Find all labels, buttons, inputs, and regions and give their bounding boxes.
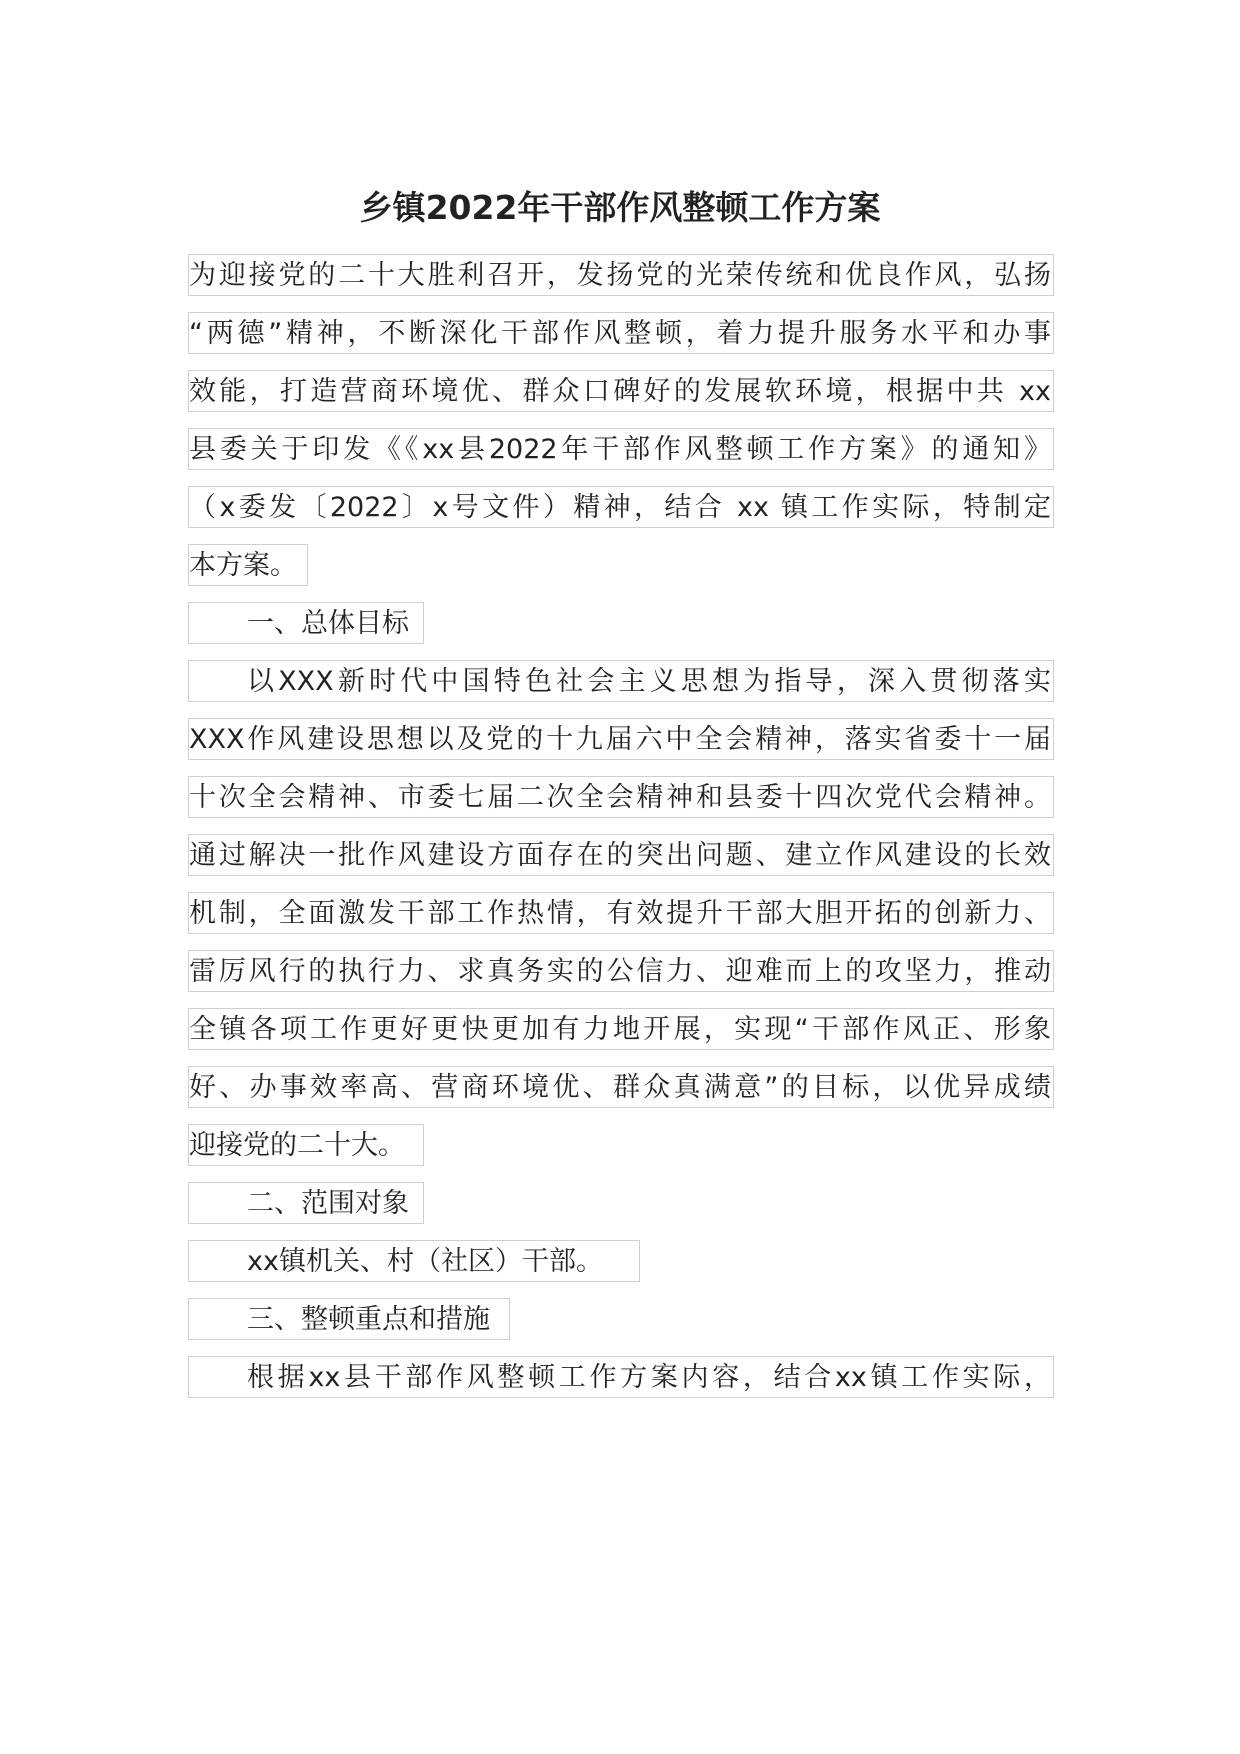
paragraph-line: xx镇机关、村（社区）干部。 <box>188 1240 640 1282</box>
section-heading: 三、整顿重点和措施 <box>188 1298 510 1340</box>
section-heading: 二、范围对象 <box>188 1182 424 1224</box>
paragraph-line: （x委发〔2022〕x号文件）精神，结合 xx 镇工作实际，特制定 <box>188 486 1054 528</box>
paragraph-line: “两德”精神，不断深化干部作风整顿，着力提升服务水平和办事 <box>188 312 1054 354</box>
paragraph-line: 为迎接党的二十大胜利召开，发扬党的光荣传统和优良作风，弘扬 <box>188 254 1054 296</box>
section-heading: 一、总体目标 <box>188 602 424 644</box>
paragraph-line: 通过解决一批作风建设方面存在的突出问题、建立作风建设的长效 <box>188 834 1054 876</box>
paragraph-line: 十次全会精神、市委七届二次全会精神和县委十四次党代会精神。 <box>188 776 1054 818</box>
paragraph-line: 本方案。 <box>188 544 308 586</box>
paragraph-line: 机制，全面激发干部工作热情，有效提升干部大胆开拓的创新力、 <box>188 892 1054 934</box>
paragraph-line: 雷厉风行的执行力、求真务实的公信力、迎难而上的攻坚力，推动 <box>188 950 1054 992</box>
paragraph-line: XXX作风建设思想以及党的十九届六中全会精神，落实省委十一届 <box>188 718 1054 760</box>
paragraph-line: 全镇各项工作更好更快更加有力地开展，实现“干部作风正、形象 <box>188 1008 1054 1050</box>
paragraph-line: 迎接党的二十大。 <box>188 1124 424 1166</box>
paragraph-line: 好、办事效率高、营商环境优、群众真满意”的目标，以优异成绩 <box>188 1066 1054 1108</box>
paragraph-line: 县委关于印发《《xx县2022年干部作风整顿工作方案》的通知》 <box>188 428 1054 470</box>
paragraph-line: 效能，打造营商环境优、群众口碑好的发展软环境，根据中共 xx <box>188 370 1054 412</box>
paragraph-line: 根据xx县干部作风整顿工作方案内容，结合xx镇工作实际， <box>188 1356 1054 1398</box>
document-title: 乡镇2022年干部作风整顿工作方案 <box>359 188 881 227</box>
paragraph-line: 以XXX新时代中国特色社会主义思想为指导，深入贯彻落实 <box>188 660 1054 702</box>
